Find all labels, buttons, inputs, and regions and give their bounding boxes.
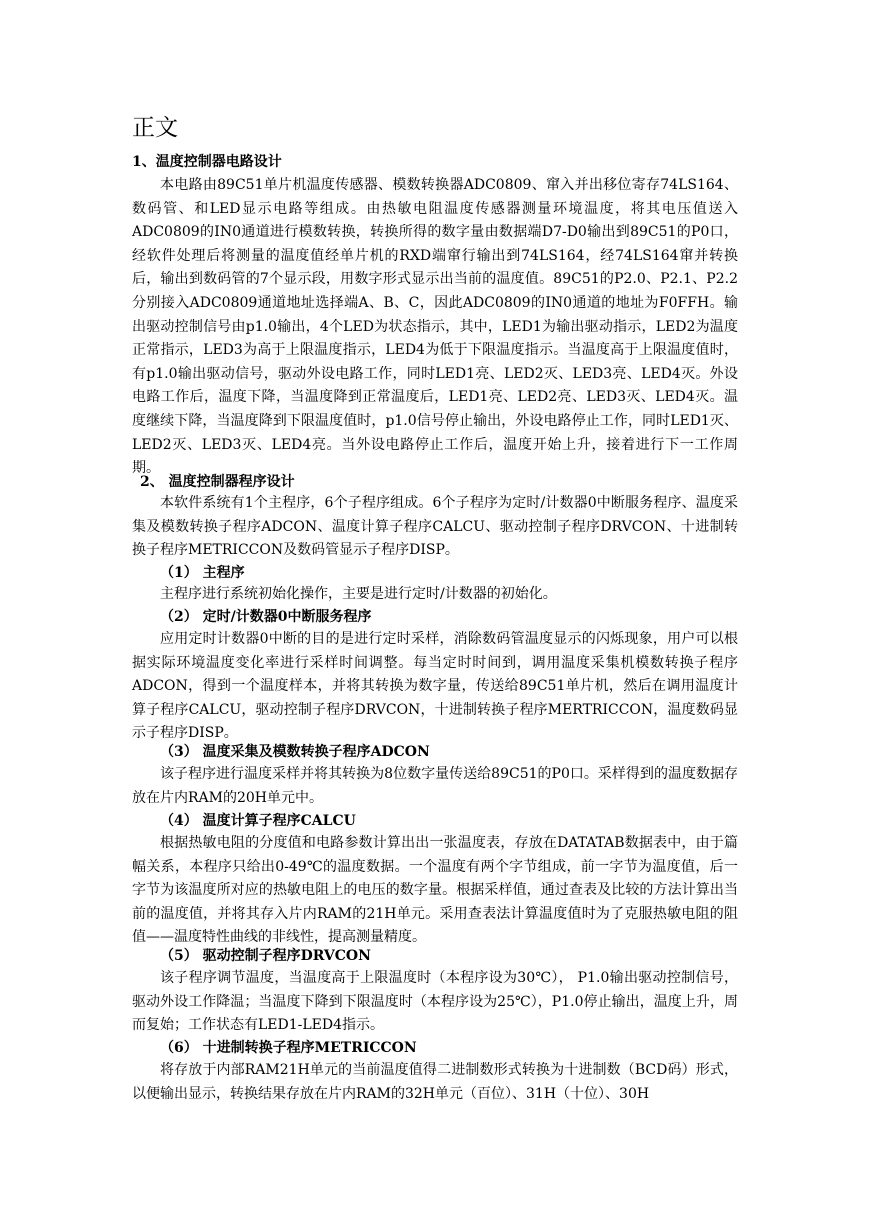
section-2-paragraph: 本软件系统有1个主程序，6个子程序组成。6个子程序为定时/计数器0中断服务程序、温度采集及模数转换子程序ADCON、温度计算子程序CALCU、驱动控制子程序DRVCON、十进制转换子程序METRICCON及数码管显示子程序DISP。 [132,495,738,559]
subsection-heading-6: （6） 十进制转换子程序METRICCON [160,1040,417,1056]
subsection-4-paragraph: 根据热敏电阻的分度值和电路参数计算出出一张温度表，存放在DATATAB数据表中，由于篇幅关系，本程序只给出0-49℃的温度数据。一个温度有两个字节组成，前一字节为温度值，后一字节为该温度所对应的热敏电阻上的电压的数字量。根据采样值，通过查表及比较的方法计算出当前的温度值，并将其存入片内RAM的21H单元。采用查表法计算温度值时为了克服热敏电阻的阻值——温度特性曲线的非线性，提高测量精度。 [132,835,738,946]
subsection-5-paragraph: 该子程序调节温度，当温度高于上限温度时（本程序设为30℃）， P1.0输出驱动控制信号，驱动外设工作降温；当温度下降到下限温度时（本程序设为25℃），P1.0停止输出，温度上升，周而复始；工作状态有LED1-LED4指示。 [132,970,738,1034]
section-1-paragraph: 本电路由89C51单片机温度传感器、模数转换器ADC0809、窜入并出移位寄存74LS164、数码管、和LED显示电路等组成。由热敏电阻温度传感器测量环境温度，将其电压值送入ADC0809的IN0通道进行模数转换，转换所得的数字量由数据端D7-D0输出到89C51的P0口，经软件处理后将测量的温度值经单片机的RXD端窜行输出到74LS164，经74LS164窜并转换后，输出到数码管的7个显示段，用数字形式显示出当前的温度值。89C51的P2.0、P2.1、P2.2分别接入ADC0809通道地址选择端A、B、C，因此ADC0809的IN0通道的地址为F0FFH。输出驱动控制信号由p1.0输出，4个LED为状态指示，其中，LED1为输出驱动指示，LED2为温度正常指示，LED3为高于上限温度指示，LED4为低于下限温度指示。当温度高于上限温度值时，有p1.0输出驱动信号，驱动外设电路工作，同时LED1亮、LED2灭、LED3亮、LED4灭。外设电路工作后，温度下降，当温度降到正常温度后，LED1亮、LED2亮、LED3灭、LED4灭。温度继续下降，当温度降到下限温度值时，p1.0信号停止输出，外设电路停止工作，同时LED1灭、LED2灭、LED3灭、LED4亮。当外设电路停止工作后，温度开始上升，接着进行下一工作周期。 [132,177,738,477]
subsection-2-paragraph: 应用定时计数器0中断的目的是进行定时采样，消除数码管温度显示的闪烁现象，用户可以根据实际环境温度变化率进行采样时间调整。每当定时时间到，调用温度采集机模数转换子程序ADCON，得到一个温度样本，并将其转换为数字量，传送给89C51单片机，然后在调用温度计算子程序CALCU，驱动控制子程序DRVCON，十进制转换子程序MERTRICCON，温度数码显示子程序DISP。 [132,631,738,742]
subsection-heading-3: （3） 温度采集及模数转换子程序ADCON [160,744,430,760]
section-heading-1: 1、温度控制器电路设计 [132,154,282,170]
subsection-heading-1: （1） 主程序 [160,565,245,581]
subsection-6-paragraph: 将存放于内部RAM21H单元的当前温度值得二进制数形式转换为十进制数（BCD码）形式，以便输出显示，转换结果存放在片内RAM的32H单元（百位）、31H（十位）、30H [132,1062,738,1102]
page-title: 正文 [132,115,178,141]
subsection-1-paragraph: 主程序进行系统初始化操作，主要是进行定时/计数器的初始化。 [160,586,557,602]
subsection-3-paragraph: 该子程序进行温度采样并将其转换为8位数字量传送给89C51的P0口。采样得到的温度数据存放在片内RAM的20H单元中。 [132,766,738,806]
subsection-heading-5: （5） 驱动控制子程序DRVCON [160,948,371,964]
subsection-heading-2: （2） 定时/计数器0中断服务程序 [160,609,372,625]
section-heading-2: 2、 温度控制器程序设计 [140,474,295,490]
subsection-heading-4: （4） 温度计算子程序CALCU [160,813,356,829]
